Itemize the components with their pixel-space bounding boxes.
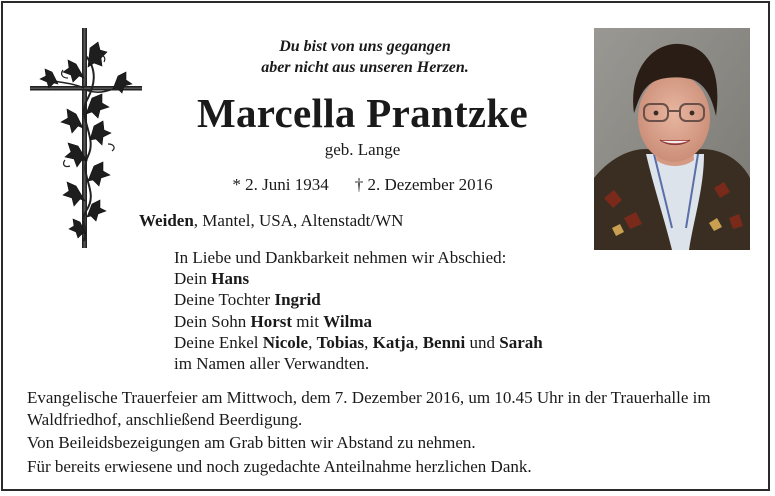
quote-line-2: aber nicht aus unseren Herzen. bbox=[261, 59, 469, 76]
family-text: Dein Sohn bbox=[174, 311, 251, 331]
memorial-quote bbox=[180, 36, 550, 78]
funeral-info: Evangelische Trauerfeier am Mittwoch, dem 7. Dezember 2016, um 10.45 Uhr in der Trauerhalle im Waldfriedhof, anschließend Beerdigung. bbox=[27, 388, 711, 429]
place-main: Weiden bbox=[139, 211, 194, 230]
family-name: Horst bbox=[250, 311, 293, 331]
family-name: Hans bbox=[211, 269, 250, 289]
family-text: mit bbox=[292, 311, 324, 331]
life-dates bbox=[170, 174, 555, 196]
family-name: Sarah bbox=[499, 332, 543, 352]
family-text: und bbox=[465, 332, 500, 352]
place-rest: , Mantel, USA, Altenstadt/WN bbox=[193, 211, 404, 230]
birth-name: geb. Lange bbox=[324, 140, 401, 159]
family-line: im Namen aller Verwandten. bbox=[174, 354, 370, 374]
family-intro: In Liebe und Dankbarkeit nehmen wir Abschied: bbox=[174, 248, 507, 267]
family-text: , bbox=[364, 332, 373, 352]
portrait-photo bbox=[594, 28, 750, 250]
condolence-note: Von Beileidsbezeigungen am Grab bitten wir Abstand zu nehmen. bbox=[27, 433, 476, 452]
birth-date: * 2. Juni 1934 bbox=[232, 175, 329, 194]
family-name: Nicole bbox=[262, 332, 309, 352]
family-text: Dein bbox=[174, 269, 212, 289]
death-date: † 2. Dezember 2016 bbox=[354, 175, 493, 194]
family-text: Deine Enkel bbox=[174, 332, 263, 352]
family-mourners bbox=[174, 247, 543, 374]
family-name: Tobias bbox=[316, 332, 365, 352]
thanks-note: Für bereits erwiesene und noch zugedachte Anteilnahme herzlichen Dank. bbox=[27, 456, 532, 476]
family-text: Deine Tochter bbox=[174, 290, 275, 310]
family-name: Katja bbox=[372, 332, 415, 352]
family-name: Benni bbox=[422, 332, 466, 352]
family-text: , bbox=[414, 332, 423, 352]
ornamental-ivy-cross-icon bbox=[28, 26, 144, 252]
family-text: , bbox=[308, 332, 317, 352]
funeral-notice bbox=[27, 387, 747, 477]
deceased-name: Marcella Prantzke bbox=[196, 90, 529, 136]
family-name: Ingrid bbox=[274, 290, 321, 310]
quote-line-1: Du bist von uns gegangen bbox=[279, 38, 451, 55]
family-name: Wilma bbox=[323, 311, 373, 331]
places bbox=[139, 210, 403, 232]
family-line bbox=[174, 311, 543, 332]
family-line bbox=[174, 332, 543, 353]
family-line bbox=[174, 289, 543, 310]
family-line bbox=[174, 268, 543, 289]
